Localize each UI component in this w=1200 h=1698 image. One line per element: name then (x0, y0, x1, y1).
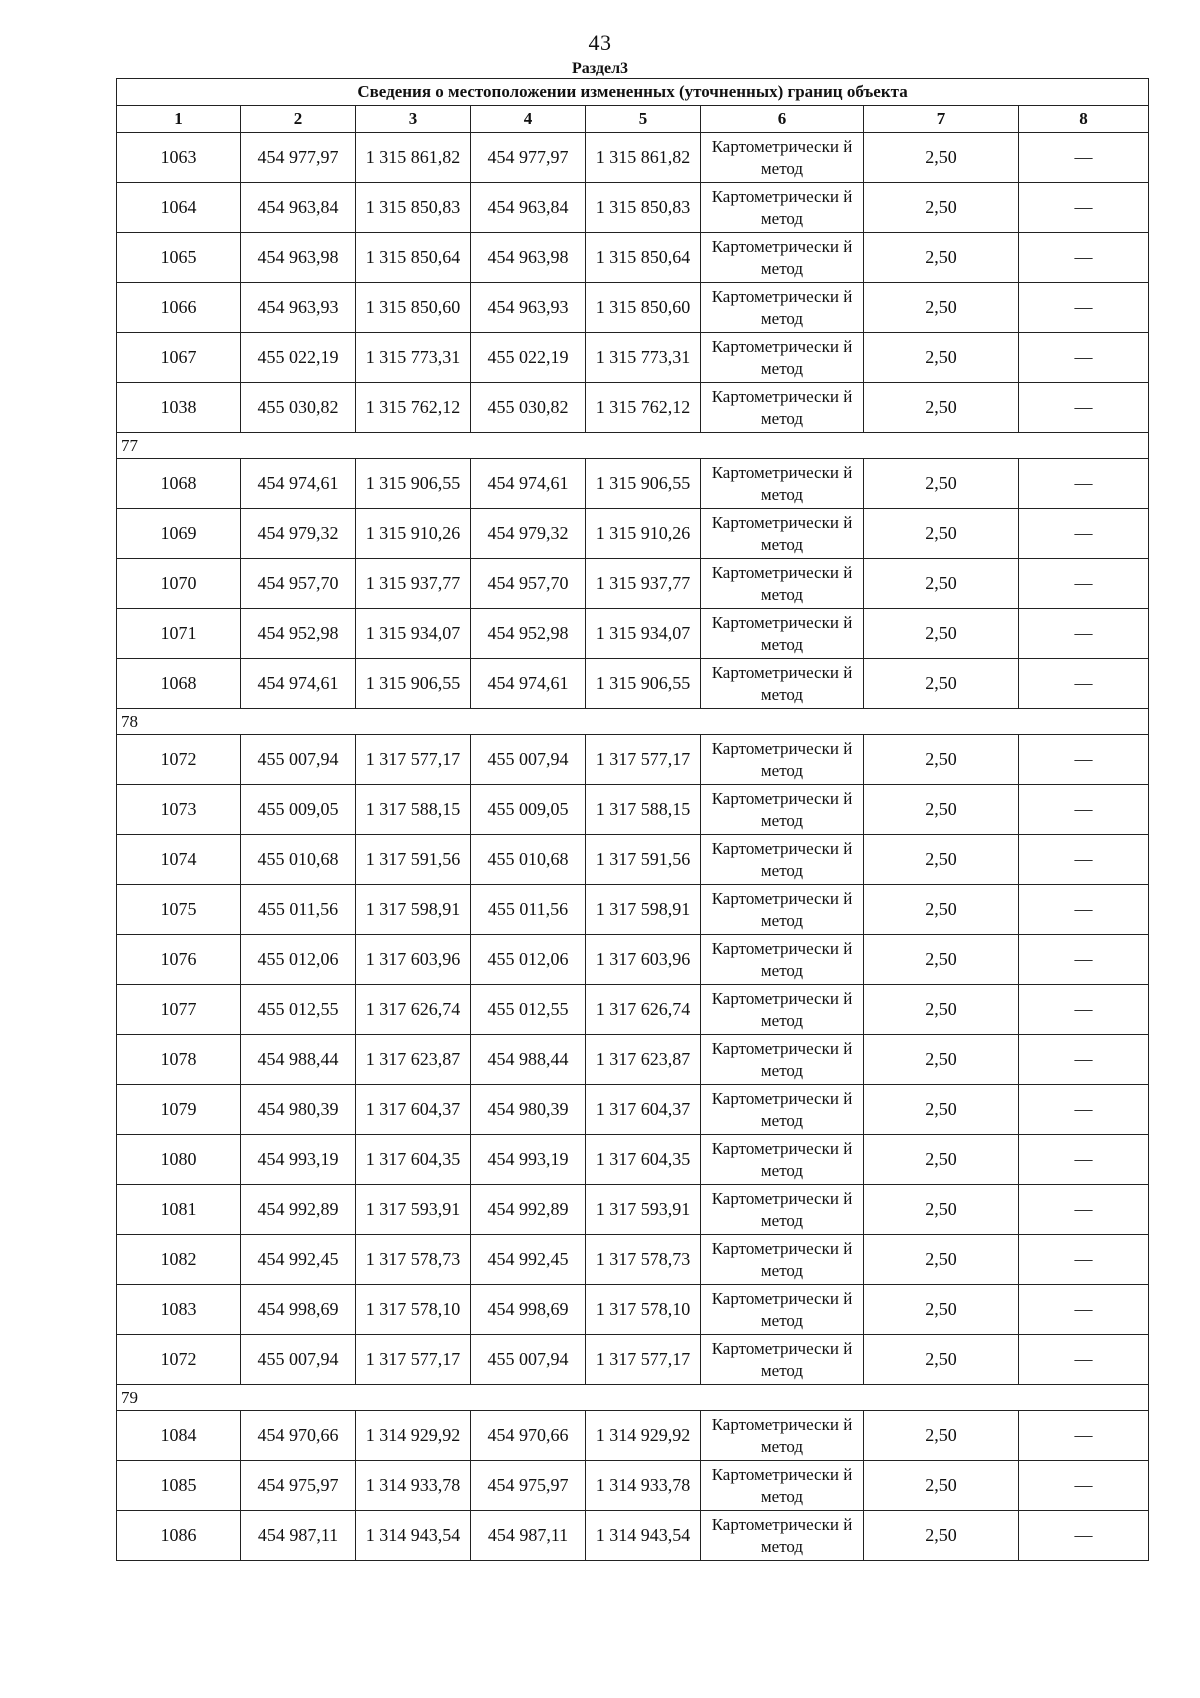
x-coord-new-cell: 455 007,94 (471, 1335, 586, 1385)
x-coord-new-cell: 455 012,06 (471, 935, 586, 985)
x-coord-new-cell: 454 992,45 (471, 1235, 586, 1285)
x-coord-new-cell: 455 030,82 (471, 383, 586, 433)
point-number-cell: 1079 (117, 1085, 241, 1135)
table-row (117, 509, 1149, 559)
method-cell: Картометрически й метод (701, 1335, 864, 1385)
precision-cell: 2,50 (864, 333, 1019, 383)
note-cell: — (1019, 333, 1149, 383)
precision-cell: 2,50 (864, 1035, 1019, 1085)
x-coord-cell: 455 010,68 (241, 835, 356, 885)
column-number: 3 (356, 106, 471, 133)
table-row (117, 835, 1149, 885)
precision-cell: 2,50 (864, 233, 1019, 283)
x-coord-new-cell: 454 980,39 (471, 1085, 586, 1135)
method-cell: Картометрически й метод (701, 1235, 864, 1285)
method-cell: Картометрически й метод (701, 735, 864, 785)
y-coord-cell: 1 317 588,15 (356, 785, 471, 835)
note-cell: — (1019, 383, 1149, 433)
precision-cell: 2,50 (864, 835, 1019, 885)
x-coord-new-cell: 455 010,68 (471, 835, 586, 885)
x-coord-cell: 454 957,70 (241, 559, 356, 609)
method-cell: Картометрически й метод (701, 333, 864, 383)
y-coord-new-cell: 1 317 578,73 (586, 1235, 701, 1285)
y-coord-cell: 1 315 910,26 (356, 509, 471, 559)
y-coord-new-cell: 1 317 593,91 (586, 1185, 701, 1235)
table-row (117, 1335, 1149, 1385)
x-coord-new-cell: 454 963,93 (471, 283, 586, 333)
y-coord-cell: 1 317 598,91 (356, 885, 471, 935)
table-row (117, 1235, 1149, 1285)
table-row (117, 1285, 1149, 1335)
note-cell: — (1019, 885, 1149, 935)
table-row (117, 1511, 1149, 1561)
x-coord-new-cell: 455 009,05 (471, 785, 586, 835)
point-number-cell: 1073 (117, 785, 241, 835)
x-coord-cell: 455 022,19 (241, 333, 356, 383)
note-cell: — (1019, 659, 1149, 709)
x-coord-new-cell: 454 979,32 (471, 509, 586, 559)
page-number: 43 (588, 30, 612, 55)
table-caption: Сведения о местоположении измененных (уточненных) границ объекта (117, 79, 1149, 106)
x-coord-new-cell: 454 988,44 (471, 1035, 586, 1085)
method-cell: Картометрически й метод (701, 1185, 864, 1235)
method-cell: Картометрически й метод (701, 133, 864, 183)
point-number-cell: 1081 (117, 1185, 241, 1235)
x-coord-cell: 454 974,61 (241, 659, 356, 709)
precision-cell: 2,50 (864, 1335, 1019, 1385)
table-row (117, 1135, 1149, 1185)
y-coord-cell: 1 317 623,87 (356, 1035, 471, 1085)
note-cell: — (1019, 1411, 1149, 1461)
point-number-cell: 1064 (117, 183, 241, 233)
y-coord-cell: 1 317 591,56 (356, 835, 471, 885)
note-cell: — (1019, 1285, 1149, 1335)
method-cell: Картометрически й метод (701, 1285, 864, 1335)
y-coord-cell: 1 317 604,37 (356, 1085, 471, 1135)
note-cell: — (1019, 935, 1149, 985)
x-coord-cell: 454 992,45 (241, 1235, 356, 1285)
precision-cell: 2,50 (864, 935, 1019, 985)
y-coord-cell: 1 315 850,60 (356, 283, 471, 333)
note-cell: — (1019, 1335, 1149, 1385)
table-row (117, 659, 1149, 709)
table-caption-row (117, 79, 1149, 106)
column-number: 4 (471, 106, 586, 133)
precision-cell: 2,50 (864, 1235, 1019, 1285)
point-number-cell: 1067 (117, 333, 241, 383)
point-number-cell: 1084 (117, 1411, 241, 1461)
precision-cell: 2,50 (864, 509, 1019, 559)
precision-cell: 2,50 (864, 383, 1019, 433)
y-coord-cell: 1 317 593,91 (356, 1185, 471, 1235)
x-coord-cell: 455 030,82 (241, 383, 356, 433)
y-coord-new-cell: 1 315 934,07 (586, 609, 701, 659)
y-coord-new-cell: 1 315 906,55 (586, 659, 701, 709)
precision-cell: 2,50 (864, 985, 1019, 1035)
group-number: 78 (117, 709, 1149, 735)
precision-cell: 2,50 (864, 659, 1019, 709)
y-coord-cell: 1 315 906,55 (356, 459, 471, 509)
table-body (117, 133, 1149, 1561)
point-number-cell: 1066 (117, 283, 241, 333)
x-coord-cell: 454 975,97 (241, 1461, 356, 1511)
precision-cell: 2,50 (864, 559, 1019, 609)
x-coord-cell: 454 988,44 (241, 1035, 356, 1085)
x-coord-cell: 455 012,55 (241, 985, 356, 1035)
point-number-cell: 1086 (117, 1511, 241, 1561)
column-number: 2 (241, 106, 356, 133)
note-cell: — (1019, 459, 1149, 509)
point-number-cell: 1080 (117, 1135, 241, 1185)
table-row (117, 1085, 1149, 1135)
y-coord-new-cell: 1 315 861,82 (586, 133, 701, 183)
point-number-cell: 1083 (117, 1285, 241, 1335)
method-cell: Картометрически й метод (701, 985, 864, 1035)
table-row (117, 283, 1149, 333)
group-separator-row (117, 709, 1149, 735)
y-coord-cell: 1 317 626,74 (356, 985, 471, 1035)
table-row (117, 559, 1149, 609)
column-number: 8 (1019, 106, 1149, 133)
note-cell: — (1019, 1185, 1149, 1235)
point-number-cell: 1078 (117, 1035, 241, 1085)
precision-cell: 2,50 (864, 1135, 1019, 1185)
point-number-cell: 1075 (117, 885, 241, 935)
x-coord-new-cell: 454 975,97 (471, 1461, 586, 1511)
x-coord-new-cell: 454 993,19 (471, 1135, 586, 1185)
y-coord-cell: 1 315 773,31 (356, 333, 471, 383)
method-cell: Картометрически й метод (701, 835, 864, 885)
y-coord-cell: 1 317 604,35 (356, 1135, 471, 1185)
precision-cell: 2,50 (864, 1185, 1019, 1235)
point-number-cell: 1082 (117, 1235, 241, 1285)
point-number-cell: 1070 (117, 559, 241, 609)
table-row (117, 383, 1149, 433)
precision-cell: 2,50 (864, 885, 1019, 935)
method-cell: Картометрически й метод (701, 559, 864, 609)
y-coord-new-cell: 1 315 850,83 (586, 183, 701, 233)
precision-cell: 2,50 (864, 133, 1019, 183)
point-number-cell: 1038 (117, 383, 241, 433)
precision-cell: 2,50 (864, 283, 1019, 333)
y-coord-new-cell: 1 315 937,77 (586, 559, 701, 609)
y-coord-new-cell: 1 314 933,78 (586, 1461, 701, 1511)
method-cell: Картометрически й метод (701, 283, 864, 333)
table-row (117, 1185, 1149, 1235)
column-number: 7 (864, 106, 1019, 133)
method-cell: Картометрически й метод (701, 1461, 864, 1511)
point-number-cell: 1072 (117, 735, 241, 785)
y-coord-cell: 1 315 934,07 (356, 609, 471, 659)
y-coord-new-cell: 1 317 626,74 (586, 985, 701, 1035)
x-coord-new-cell: 454 977,97 (471, 133, 586, 183)
method-cell: Картометрически й метод (701, 183, 864, 233)
y-coord-cell: 1 315 937,77 (356, 559, 471, 609)
y-coord-new-cell: 1 317 577,17 (586, 1335, 701, 1385)
y-coord-new-cell: 1 317 588,15 (586, 785, 701, 835)
y-coord-new-cell: 1 317 591,56 (586, 835, 701, 885)
x-coord-new-cell: 454 963,98 (471, 233, 586, 283)
y-coord-cell: 1 317 577,17 (356, 735, 471, 785)
precision-cell: 2,50 (864, 1461, 1019, 1511)
precision-cell: 2,50 (864, 1411, 1019, 1461)
coordinates-table (116, 78, 1149, 1561)
precision-cell: 2,50 (864, 1285, 1019, 1335)
note-cell: — (1019, 1235, 1149, 1285)
note-cell: — (1019, 609, 1149, 659)
group-separator-row (117, 1385, 1149, 1411)
precision-cell: 2,50 (864, 735, 1019, 785)
y-coord-new-cell: 1 315 906,55 (586, 459, 701, 509)
method-cell: Картометрически й метод (701, 1085, 864, 1135)
y-coord-new-cell: 1 317 603,96 (586, 935, 701, 985)
precision-cell: 2,50 (864, 785, 1019, 835)
group-number: 77 (117, 433, 1149, 459)
y-coord-new-cell: 1 317 598,91 (586, 885, 701, 935)
y-coord-cell: 1 317 578,73 (356, 1235, 471, 1285)
precision-cell: 2,50 (864, 609, 1019, 659)
x-coord-new-cell: 454 970,66 (471, 1411, 586, 1461)
x-coord-new-cell: 455 022,19 (471, 333, 586, 383)
table-row (117, 735, 1149, 785)
x-coord-cell: 455 009,05 (241, 785, 356, 835)
method-cell: Картометрически й метод (701, 459, 864, 509)
y-coord-new-cell: 1 314 943,54 (586, 1511, 701, 1561)
x-coord-cell: 454 980,39 (241, 1085, 356, 1135)
note-cell: — (1019, 1511, 1149, 1561)
precision-cell: 2,50 (864, 183, 1019, 233)
note-cell: — (1019, 233, 1149, 283)
point-number-cell: 1068 (117, 459, 241, 509)
x-coord-new-cell: 454 957,70 (471, 559, 586, 609)
note-cell: — (1019, 1085, 1149, 1135)
precision-cell: 2,50 (864, 1085, 1019, 1135)
method-cell: Картометрически й метод (701, 609, 864, 659)
x-coord-new-cell: 454 963,84 (471, 183, 586, 233)
x-coord-cell: 455 011,56 (241, 885, 356, 935)
y-coord-new-cell: 1 317 578,10 (586, 1285, 701, 1335)
y-coord-cell: 1 315 861,82 (356, 133, 471, 183)
y-coord-cell: 1 315 906,55 (356, 659, 471, 709)
y-coord-new-cell: 1 317 577,17 (586, 735, 701, 785)
point-number-cell: 1065 (117, 233, 241, 283)
x-coord-new-cell: 455 011,56 (471, 885, 586, 935)
x-coord-cell: 454 963,98 (241, 233, 356, 283)
note-cell: — (1019, 785, 1149, 835)
x-coord-cell: 454 963,93 (241, 283, 356, 333)
y-coord-new-cell: 1 315 762,12 (586, 383, 701, 433)
y-coord-cell: 1 315 762,12 (356, 383, 471, 433)
point-number-cell: 1063 (117, 133, 241, 183)
x-coord-new-cell: 454 974,61 (471, 459, 586, 509)
precision-cell: 2,50 (864, 1511, 1019, 1561)
note-cell: — (1019, 985, 1149, 1035)
point-number-cell: 1077 (117, 985, 241, 1035)
table-row (117, 183, 1149, 233)
note-cell: — (1019, 1135, 1149, 1185)
y-coord-new-cell: 1 317 623,87 (586, 1035, 701, 1085)
note-cell: — (1019, 559, 1149, 609)
method-cell: Картометрически й метод (701, 383, 864, 433)
x-coord-new-cell: 455 007,94 (471, 735, 586, 785)
x-coord-new-cell: 454 952,98 (471, 609, 586, 659)
point-number-cell: 1072 (117, 1335, 241, 1385)
y-coord-new-cell: 1 314 929,92 (586, 1411, 701, 1461)
note-cell: — (1019, 1035, 1149, 1085)
note-cell: — (1019, 133, 1149, 183)
y-coord-cell: 1 314 929,92 (356, 1411, 471, 1461)
note-cell: — (1019, 283, 1149, 333)
x-coord-cell: 454 974,61 (241, 459, 356, 509)
table-row (117, 885, 1149, 935)
method-cell: Картометрически й метод (701, 885, 864, 935)
table-row (117, 1411, 1149, 1461)
x-coord-new-cell: 454 987,11 (471, 1511, 586, 1561)
x-coord-cell: 454 993,19 (241, 1135, 356, 1185)
method-cell: Картометрически й метод (701, 1135, 864, 1185)
x-coord-cell: 454 952,98 (241, 609, 356, 659)
table-row (117, 935, 1149, 985)
point-number-cell: 1076 (117, 935, 241, 985)
group-number: 79 (117, 1385, 1149, 1411)
y-coord-new-cell: 1 317 604,37 (586, 1085, 701, 1135)
method-cell: Картометрически й метод (701, 509, 864, 559)
column-number: 5 (586, 106, 701, 133)
point-number-cell: 1071 (117, 609, 241, 659)
method-cell: Картометрически й метод (701, 935, 864, 985)
note-cell: — (1019, 183, 1149, 233)
point-number-cell: 1085 (117, 1461, 241, 1511)
x-coord-new-cell: 455 012,55 (471, 985, 586, 1035)
point-number-cell: 1069 (117, 509, 241, 559)
x-coord-cell: 455 007,94 (241, 735, 356, 785)
method-cell: Картометрически й метод (701, 785, 864, 835)
table-row (117, 609, 1149, 659)
column-number: 6 (701, 106, 864, 133)
x-coord-new-cell: 454 974,61 (471, 659, 586, 709)
table-row (117, 785, 1149, 835)
note-cell: — (1019, 735, 1149, 785)
note-cell: — (1019, 509, 1149, 559)
method-cell: Картометрически й метод (701, 1511, 864, 1561)
table-row (117, 985, 1149, 1035)
table-row (117, 1461, 1149, 1511)
method-cell: Картометрически й метод (701, 659, 864, 709)
x-coord-cell: 455 012,06 (241, 935, 356, 985)
y-coord-new-cell: 1 315 773,31 (586, 333, 701, 383)
x-coord-cell: 454 963,84 (241, 183, 356, 233)
column-number: 1 (117, 106, 241, 133)
note-cell: — (1019, 835, 1149, 885)
table-row (117, 133, 1149, 183)
x-coord-new-cell: 454 998,69 (471, 1285, 586, 1335)
y-coord-new-cell: 1 317 604,35 (586, 1135, 701, 1185)
table-row (117, 233, 1149, 283)
y-coord-cell: 1 317 603,96 (356, 935, 471, 985)
method-cell: Картометрически й метод (701, 1035, 864, 1085)
table-row (117, 1035, 1149, 1085)
table-row (117, 333, 1149, 383)
y-coord-cell: 1 317 577,17 (356, 1335, 471, 1385)
y-coord-cell: 1 317 578,10 (356, 1285, 471, 1335)
x-coord-cell: 455 007,94 (241, 1335, 356, 1385)
y-coord-new-cell: 1 315 850,64 (586, 233, 701, 283)
table-row (117, 459, 1149, 509)
point-number-cell: 1068 (117, 659, 241, 709)
y-coord-cell: 1 315 850,64 (356, 233, 471, 283)
group-separator-row (117, 433, 1149, 459)
method-cell: Картометрически й метод (701, 233, 864, 283)
section-title: Раздел3 (571, 60, 629, 77)
y-coord-cell: 1 315 850,83 (356, 183, 471, 233)
note-cell: — (1019, 1461, 1149, 1511)
method-cell: Картометрически й метод (701, 1411, 864, 1461)
y-coord-new-cell: 1 315 850,60 (586, 283, 701, 333)
y-coord-new-cell: 1 315 910,26 (586, 509, 701, 559)
x-coord-cell: 454 992,89 (241, 1185, 356, 1235)
y-coord-cell: 1 314 943,54 (356, 1511, 471, 1561)
x-coord-new-cell: 454 992,89 (471, 1185, 586, 1235)
y-coord-cell: 1 314 933,78 (356, 1461, 471, 1511)
precision-cell: 2,50 (864, 459, 1019, 509)
x-coord-cell: 454 987,11 (241, 1511, 356, 1561)
x-coord-cell: 454 977,97 (241, 133, 356, 183)
x-coord-cell: 454 998,69 (241, 1285, 356, 1335)
x-coord-cell: 454 979,32 (241, 509, 356, 559)
x-coord-cell: 454 970,66 (241, 1411, 356, 1461)
point-number-cell: 1074 (117, 835, 241, 885)
column-number-row (117, 106, 1149, 133)
